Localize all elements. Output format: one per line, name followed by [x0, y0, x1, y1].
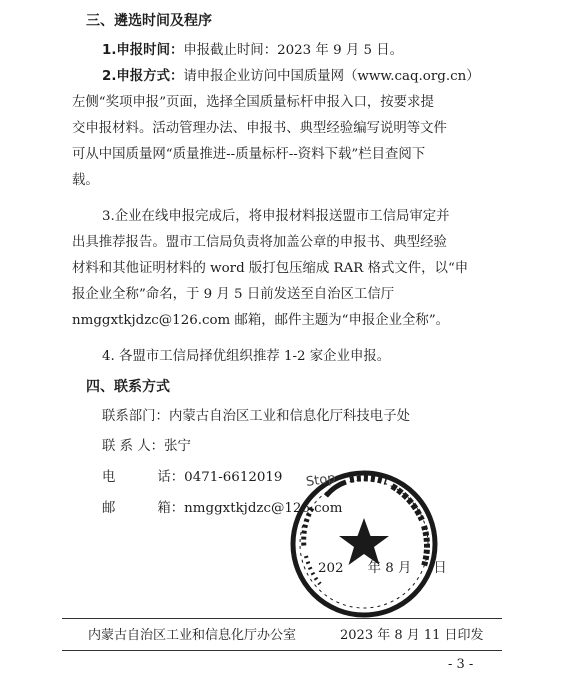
contact-phone: [102, 469, 282, 487]
sign-date: [318, 560, 447, 578]
item-2-label: 2.申报方式：: [102, 69, 184, 84]
footer-rule-top: [62, 618, 502, 619]
item-3-line-2: 出具推荐报告。盟市工信局负责将加盖公章的申报书、典型经验: [72, 235, 447, 250]
item-3-line-5: nmggxtkjdzc@126.com 邮箱，邮件主题为“申报企业全称”。: [72, 313, 450, 328]
item-3-line-4: 报企业全称”命名，于 9 月 5 日前发送至自治区工信厅: [72, 287, 395, 302]
footer-issuer: 内蒙古自治区工业和信息化厅办公室: [88, 628, 297, 643]
footer-issue-date: 2023 年 8 月 11 日印发: [340, 628, 484, 643]
item-1-line: [102, 42, 403, 60]
date-month: 年 8 月: [367, 561, 412, 576]
official-seal-icon: [288, 468, 440, 620]
signature-handwriting: Stop: [305, 471, 337, 490]
item-3-line-3: 材料和其他证明材料的 word 版打包压缩成 RAR 格式文件，以“申: [72, 261, 469, 276]
footer-rule-bottom: [62, 650, 502, 651]
item-2-line-3: 交申报材料。活动管理办法、申报书、典型经验编写说明等文件: [72, 121, 447, 136]
item-1-text: 申报截止时间：2023 年 9 月 5 日。: [183, 43, 404, 58]
item-3-line-1: 3.企业在线申报完成后，将申报材料报送盟市工信局审定并: [102, 209, 450, 224]
item-2-line-5: 载。: [72, 173, 99, 188]
date-year: 202: [318, 561, 344, 576]
contact-dept: 联系部门：内蒙古自治区工业和信息化厅科技电子处: [102, 409, 410, 424]
item-4-line: 4. 各盟市工信局择优组织推荐 1-2 家企业申报。: [102, 349, 391, 364]
item-2-line-2: 左侧“奖项申报”页面，选择全国质量标杆申报入口，按要求提: [72, 95, 434, 110]
item-2-line-4: 可从中国质量网“质量推进--质量标杆--资料下载”栏目查阅下: [72, 147, 426, 162]
item-1-label: 1.申报时间：: [102, 43, 184, 58]
phone-value: 话：0471-6612019: [157, 470, 283, 485]
item-2-text-1: 请申报企业访问中国质量网（www.caq.org.cn）: [183, 69, 480, 84]
contact-person: 联 系 人：张宁: [102, 439, 191, 454]
section-4-heading: 四、联系方式: [86, 379, 170, 395]
email-label: 邮: [102, 501, 116, 516]
page-number: - 3 -: [448, 657, 474, 672]
date-day: 日: [433, 561, 447, 576]
email-value: 箱：nmggxtkjdzc@126.com: [157, 501, 343, 516]
section-3-heading: 三、遴选时间及程序: [86, 13, 212, 29]
phone-label: 电: [102, 470, 116, 485]
item-2-line-1: [102, 68, 480, 86]
